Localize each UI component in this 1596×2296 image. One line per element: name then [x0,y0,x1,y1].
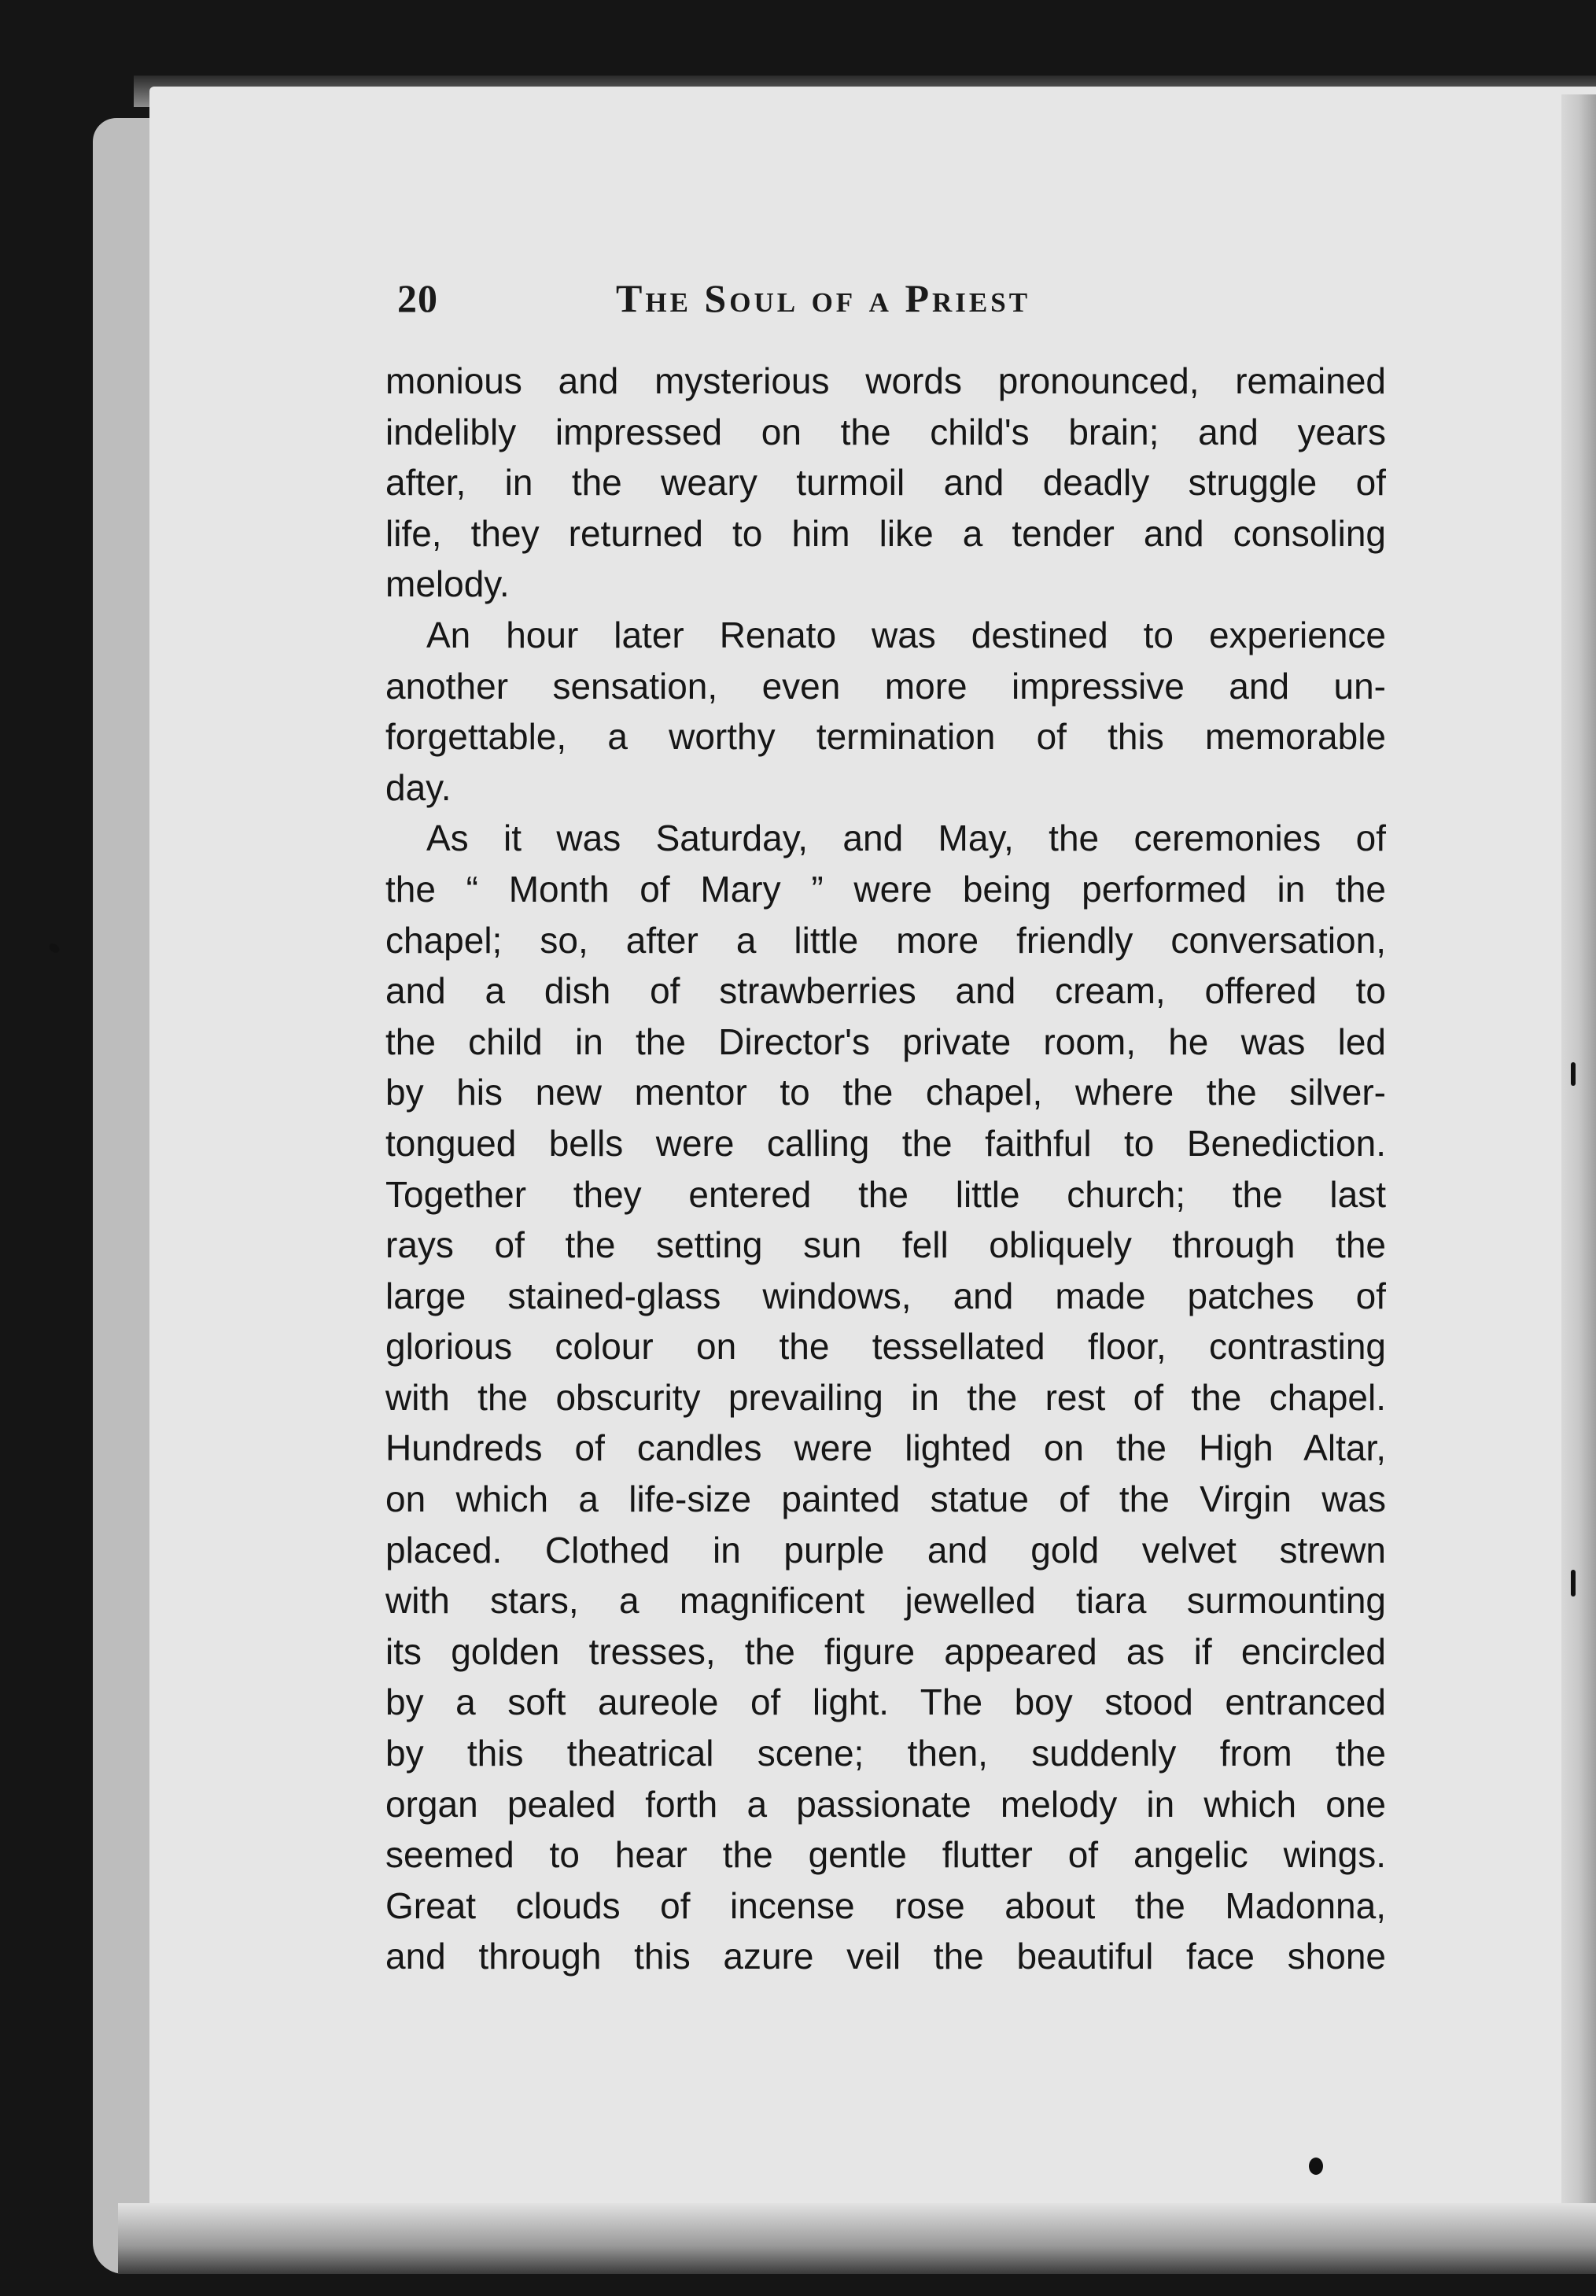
text-line: on which a life-size painted statue of the Virgin was [385,1478,1386,1520]
text-line: Hundreds of candles were lighted on the High Altar, [385,1427,1386,1469]
page-bottom-edge [118,2203,1596,2274]
text-line: monious and mysterious words pronounced, remained [385,360,1386,401]
ink-speck [1309,2158,1323,2175]
text-line: indelibly impressed on the child's brain; and years [385,411,1386,452]
body-text [385,356,1386,1982]
text-line: and a dish of strawberries and cream, offered to [385,970,1386,1012]
text-line: organ pealed forth a passionate melody in which one [385,1783,1386,1825]
text-line: glorious colour on the tessellated floor, contrasting [385,1326,1386,1368]
text-line: the “ Month of Mary ” were being performed in the [385,868,1386,910]
text-line: its golden tresses, the figure appeared as if encircled [385,1630,1386,1672]
text-line: Together they entered the little church; the last [385,1173,1386,1215]
text-line: As it was Saturday, and May, the ceremonies of [426,818,1386,859]
text-line: by a soft aureole of light. The boy stood entranced [385,1681,1386,1723]
text-line: chapel; so, after a little more friendly conversation, [385,919,1386,961]
text-line: An hour later Renato was destined to experience [426,614,1386,655]
text-line: Great clouds of incense rose about the Madonna, [385,1884,1386,1926]
text-line: rays of the setting sun fell obliquely through the [385,1224,1386,1266]
text-line: by this theatrical scene; then, suddenly from the [385,1733,1386,1774]
text-line: life, they returned to him like a tender and consoling [385,512,1386,554]
ink-speck [1571,1062,1576,1086]
ink-speck [47,942,61,954]
text-line: melody. [385,563,510,605]
text-line: after, in the weary turmoil and deadly struggle of [385,462,1386,504]
page-header [397,275,1388,323]
text-line: day. [385,766,452,808]
page-number: 20 [397,276,438,320]
text-line: another sensation, even more impressive and un- [385,665,1386,707]
text-line: by his new mentor to the chapel, where the silver- [385,1072,1386,1113]
running-title: The Soul of a Priest [616,276,1031,320]
text-line: with stars, a magnificent jewelled tiara surmounting [385,1580,1386,1622]
text-line: forgettable, a worthy termination of this memorable [385,716,1386,758]
text-line: seemed to hear the gentle flutter of angelic wings. [385,1834,1386,1876]
text-line: large stained-glass windows, and made patches of [385,1275,1386,1316]
text-line: placed. Clothed in purple and gold velvet strewn [385,1529,1386,1571]
page-gutter [1561,94,1596,2258]
text-line: the child in the Director's private room, he was led [385,1021,1386,1062]
text-line: with the obscurity prevailing in the rest of the chapel. [385,1376,1386,1418]
ink-speck [1571,1570,1576,1596]
text-line: tongued bells were calling the faithful to Benediction. [385,1122,1386,1164]
text-line: and through this azure veil the beautiful face shone [385,1936,1386,1977]
